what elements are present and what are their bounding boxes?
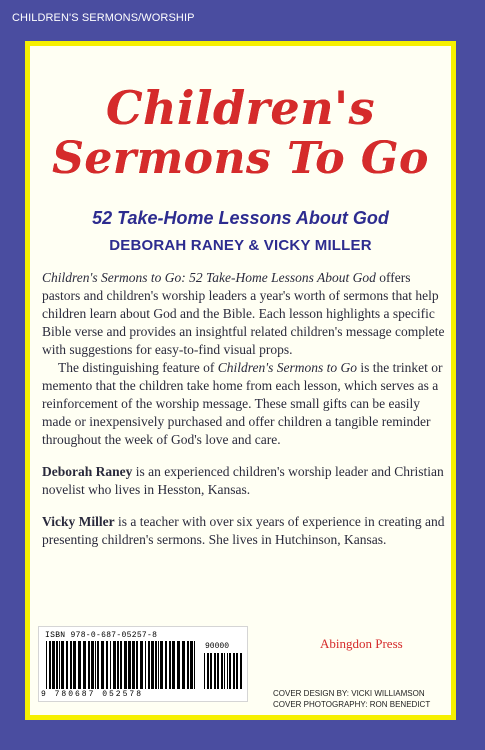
spacer [42,499,446,513]
barcode-bar [217,653,219,689]
barcode-bar [158,641,159,689]
barcode-bar [70,641,72,689]
barcode-bar [194,641,195,689]
bio-raney-text: is an experienced children's worship leader and Christian novelist who lives in Hesston, Kansas. [42,464,444,497]
barcode-bar [160,641,163,689]
cover-design-credit: COVER DESIGN BY: VICKI WILLIAMSON [273,689,425,698]
barcode-bar [190,641,193,689]
barcode-bar [151,641,154,689]
barcode-bar [91,641,94,689]
barcode-bar [169,641,171,689]
description-paragraph-1-rest: offers pastors and children's worship leaders a year's worth of sermons that help children learn about God and the Bible. Each lesson highlights a specific Bible verse and provides an insightful related children's message complete with suggestions for easy-to-find visual props. [42,270,445,357]
cover-credits [273,688,430,710]
barcode-bar [56,641,58,689]
barcode-bar [172,641,175,689]
barcode-bar [73,641,76,689]
barcode-bar [66,641,68,689]
barcode-bar [110,641,111,689]
category-label: CHILDREN'S SERMONS/WORSHIP [12,12,195,24]
barcode-bar [132,641,135,689]
bio-raney-name: Deborah Raney [42,464,133,479]
barcode-bar [124,641,127,689]
barcode-bar [128,641,131,689]
barcode-bar [210,653,212,689]
bio-miller-text: is a teacher with over six years of experience in creating and presenting children's sermons. She lives in Hutchinson, Kansas. [42,514,445,547]
barcode-bar [117,641,119,689]
barcode-bar [240,653,242,689]
barcode-digits: 9 780687 052578 [41,690,144,699]
barcode-bar [187,641,189,689]
description-paragraph-2-rest: is the trinket or memento that the children take home from each lesson, which serves as a reinforcement of the worship message. These small gifts can be easily made or inexpensively purchased and offer children a tangible reminder throughout the week of God's love and care. [42,360,443,447]
barcode-bar [88,641,90,689]
bio-miller-name: Vicky Miller [42,514,115,529]
description-paragraph-1 [42,269,446,359]
barcode-bar [204,653,205,689]
barcode-bar [148,641,150,689]
barcode-bar [52,641,55,689]
title-line-1: Children's [105,81,376,135]
barcode-bar [113,641,116,689]
barcode-bar [136,641,138,689]
barcode-bar [46,641,47,689]
barcode-box [38,626,248,702]
barcode-bar [155,641,157,689]
barcode-bar [95,641,96,689]
description-paragraph-2 [42,359,446,449]
barcode-bar [229,653,231,689]
price-code: 90000 [205,642,230,651]
barcode-bar [83,641,86,689]
bio-miller [42,513,446,549]
barcode-bar [120,641,122,689]
barcode-bar [177,641,180,689]
barcode-bar [236,653,238,689]
barcode-bar [140,641,143,689]
book-title-italic: Children's Sermons to Go: 52 Take-Home Lessons About God [42,270,376,285]
barcode-bar [78,641,81,689]
publisher-name: Abingdon Press [320,636,403,651]
content-panel [25,41,456,720]
barcode-bar [182,641,185,689]
barcode-bar [49,641,51,689]
bio-raney [42,463,446,499]
cover-photography-credit: COVER PHOTOGRAPHY: RON BENEDICT [273,700,431,709]
barcode-bar [61,641,64,689]
barcode-bar [227,653,228,689]
barcode-bar [233,653,235,689]
barcode-bar [214,653,216,689]
barcode-bar [97,641,99,689]
barcode-bar [59,641,60,689]
barcode-bar [101,641,104,689]
barcode-bar [224,653,225,689]
subtitle: 52 Take-Home Lessons About God [92,208,389,228]
description-text [42,269,446,549]
isbn-label: ISBN 978-0-687-05257-8 [45,631,158,640]
book-title-italic-2: Children's Sermons to Go [217,360,357,375]
main-barcode [46,641,196,689]
description-paragraph-2-start: The distinguishing feature of [58,360,218,375]
authors: DEBORAH RANEY & VICKY MILLER [109,237,372,254]
barcode-bar [221,653,223,689]
title-line-2: Sermons To Go [52,133,429,184]
spacer [42,449,446,463]
barcode-bar [145,641,146,689]
barcode-bar [106,641,108,689]
barcode-bar [165,641,167,689]
addon-barcode [204,653,242,689]
barcode-bar [207,653,209,689]
